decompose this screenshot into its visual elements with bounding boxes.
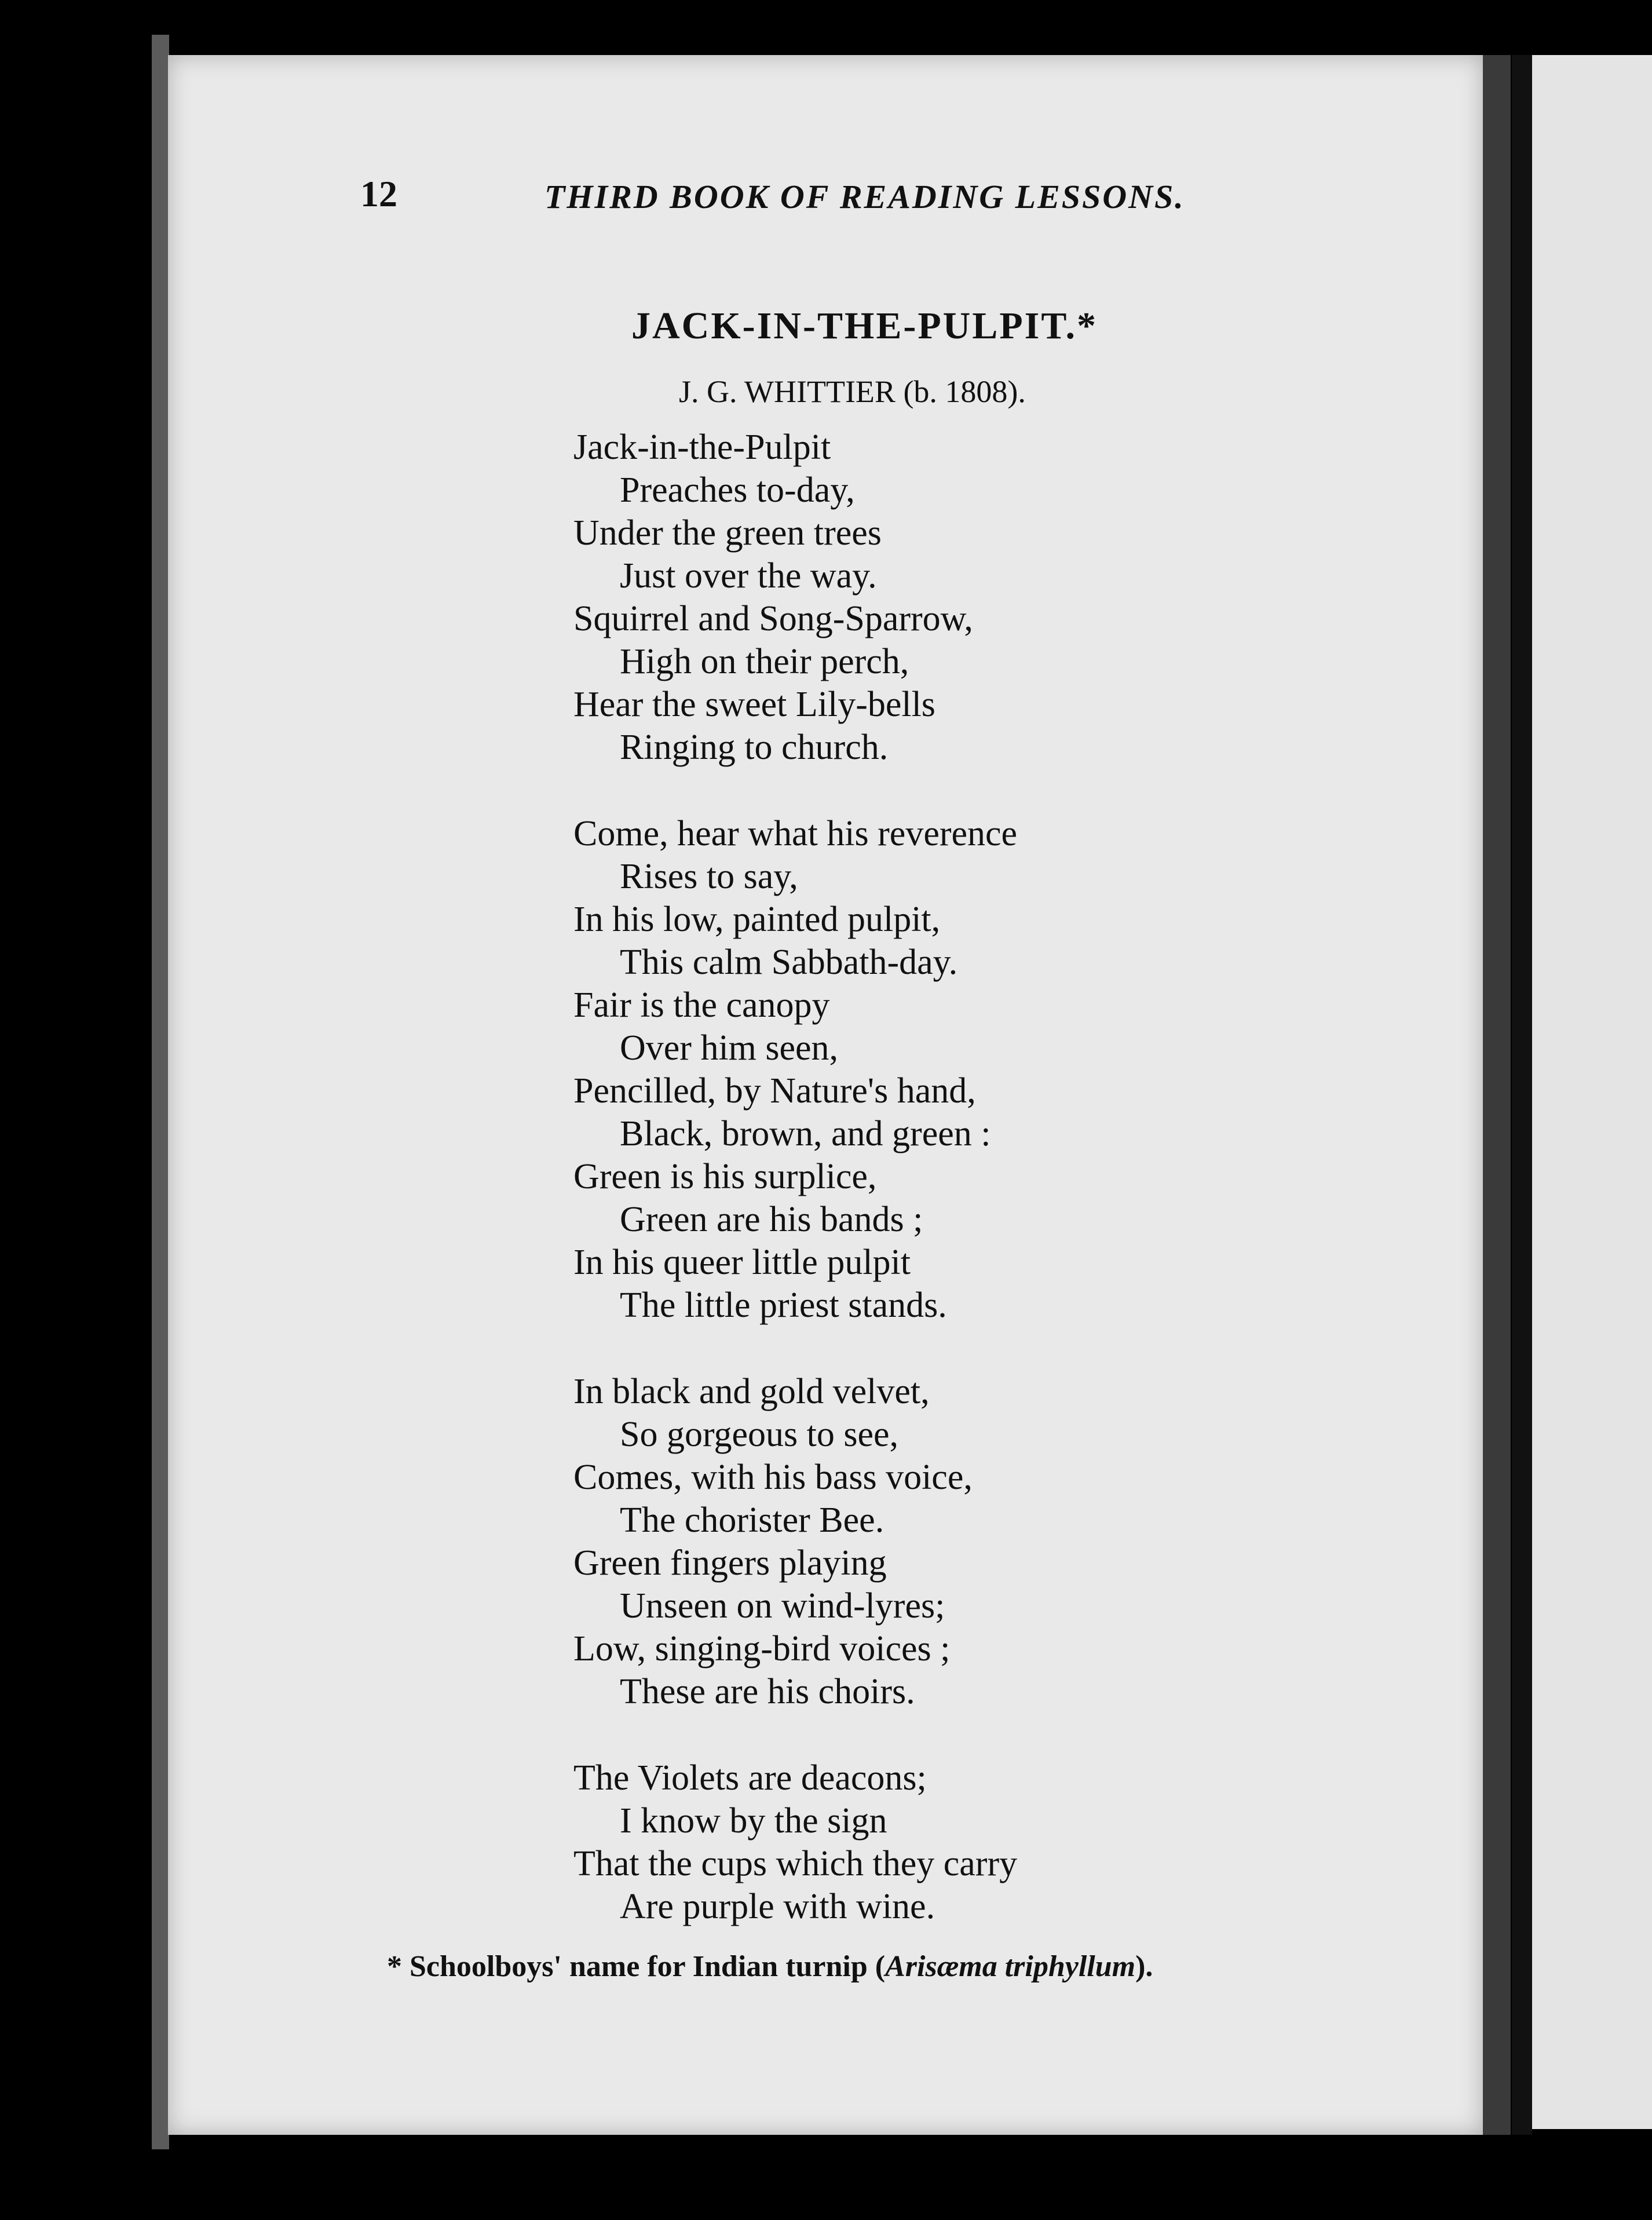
- poem-line: Over him seen,: [620, 1028, 839, 1068]
- poem-body: [573, 426, 1222, 1971]
- poem-line: Preaches to-day,: [620, 470, 855, 510]
- poem-title: JACK-IN-THE-PULPIT.*: [631, 305, 1098, 347]
- poem-line: Come, hear what his reverence: [573, 814, 1018, 853]
- stanza: [573, 426, 1222, 769]
- poem-line: Fair is the canopy: [573, 985, 830, 1025]
- page-number: 12: [360, 173, 397, 214]
- poem-line: Green fingers playing: [573, 1543, 887, 1583]
- poem-line: The little priest stands.: [620, 1286, 947, 1325]
- poem-line: Ringing to church.: [620, 728, 889, 767]
- poem-line: Rises to say,: [620, 857, 798, 896]
- page-edge-right: [1483, 55, 1511, 2135]
- poem-line: Comes, with his bass voice,: [573, 1458, 973, 1497]
- running-head: [360, 173, 1229, 219]
- poem-line: Hear the sweet Lily-bells: [573, 685, 935, 724]
- poem-line: So gorgeous to see,: [620, 1415, 899, 1454]
- footnote-latin-name: Arisæma triphyllum: [885, 1950, 1136, 1983]
- poem-line: These are his choirs.: [620, 1672, 915, 1711]
- page-edge-left: [152, 35, 169, 2149]
- poem-line: The chorister Bee.: [620, 1500, 885, 1540]
- poem-line: The Violets are deacons;: [573, 1758, 927, 1798]
- stanza: [573, 1370, 1222, 1713]
- poem-line: Low, singing-bird voices ;: [573, 1629, 951, 1668]
- footnote: [387, 1949, 1153, 1984]
- poem-line: Squirrel and Song-Sparrow,: [573, 599, 973, 638]
- poem-line: High on their perch,: [620, 642, 909, 681]
- poem-line: Just over the way.: [620, 556, 877, 596]
- next-page-edge: [1532, 55, 1652, 2129]
- poem-line: Black, brown, and green :: [620, 1114, 991, 1153]
- poem-line: Green is his surplice,: [573, 1157, 877, 1196]
- poem-line: This calm Sabbath-day.: [620, 943, 958, 982]
- poem-line: Jack-in-the-Pulpit: [573, 428, 831, 467]
- poem-line: That the cups which they carry: [573, 1844, 1018, 1883]
- poem-line: Green are his bands ;: [620, 1200, 923, 1239]
- poem-line: Under the green trees: [573, 513, 882, 553]
- poem-author: J. G. WHITTIER (b. 1808).: [679, 374, 1026, 409]
- running-title: THIRD BOOK OF READING LESSONS.: [544, 178, 1185, 216]
- stanza: [573, 1757, 1222, 1928]
- book-spine: [1512, 55, 1532, 2135]
- poem-line: In his low, painted pulpit,: [573, 900, 941, 939]
- stanza: [573, 812, 1222, 1327]
- poem-line: Unseen on wind-lyres;: [620, 1586, 945, 1626]
- footnote-end: ).: [1135, 1950, 1153, 1983]
- poem-line: In his queer little pulpit: [573, 1243, 911, 1282]
- poem-line: I know by the sign: [620, 1801, 887, 1841]
- footnote-text: * Schoolboys' name for Indian turnip (: [387, 1950, 886, 1983]
- poem-line: Pencilled, by Nature's hand,: [573, 1071, 976, 1111]
- poem-line: Are purple with wine.: [620, 1887, 935, 1926]
- poem-line: In black and gold velvet,: [573, 1372, 930, 1411]
